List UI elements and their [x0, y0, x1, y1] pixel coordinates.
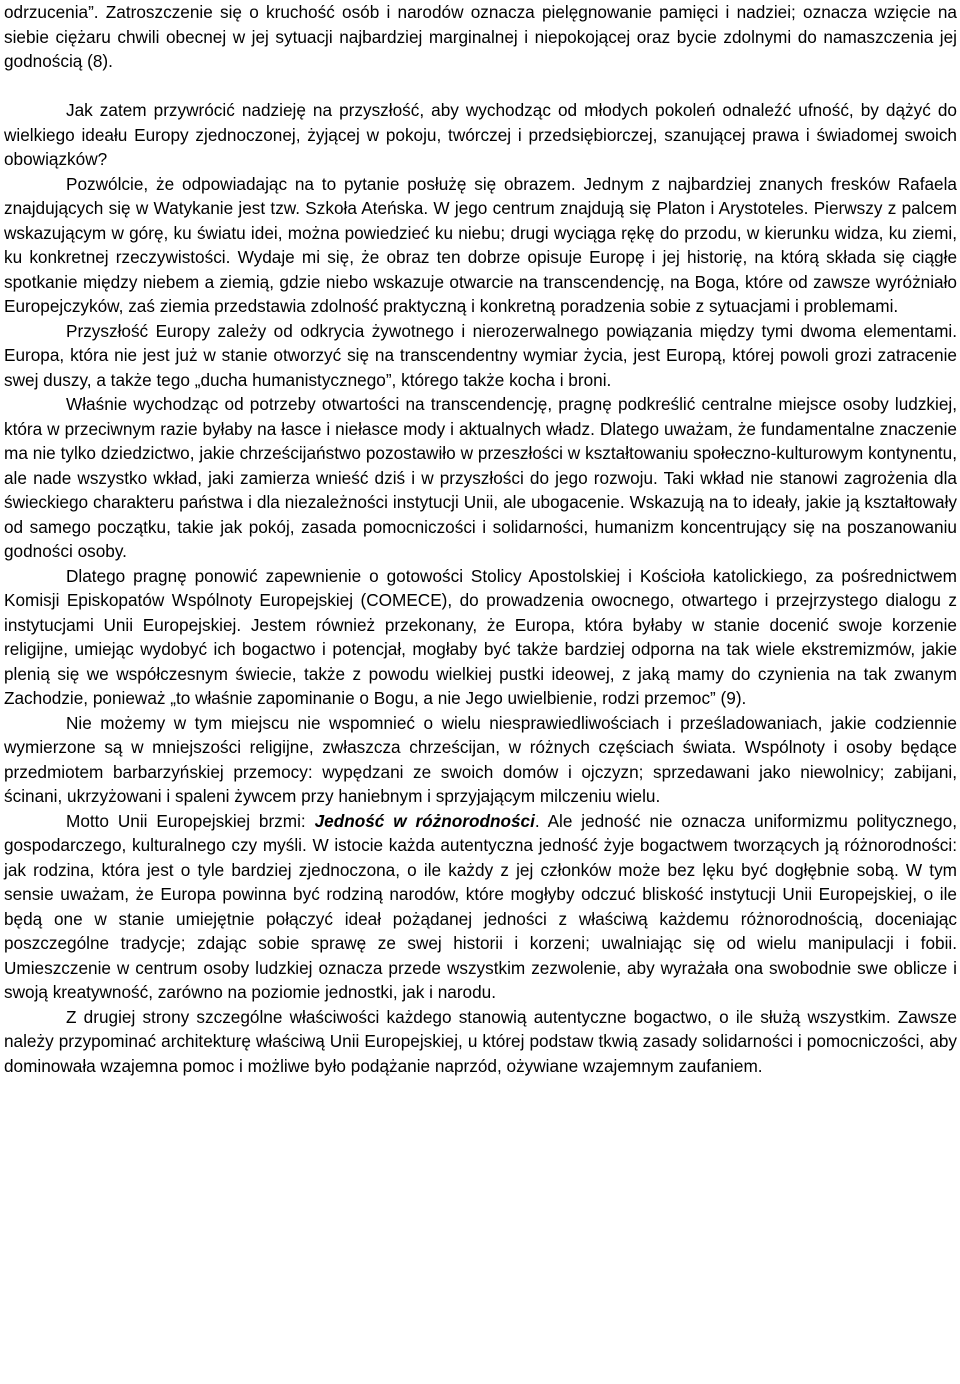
paragraph-future-of-europe: Przyszłość Europy zależy od odkrycia żywotnego i nierozerwalnego powiązania między tymi dwoma elementami. Europa, która nie jest już w stanie otworzyć się na transcendentny wymiar życia, jest Europą, której powoli grozi zatracenie swej duszy, a także tego „ducha humanistycznego”, którego także kocha i broni.	[4, 320, 957, 390]
paragraph-human-person: Właśnie wychodząc od potrzeby otwartości na transcendencję, pragnę podkreślić centralne miejsce osoby ludzkiej, która w przeciwnym razie byłaby na łasce i niełasce mody i aktualnych władz. Dlatego uważam, że fundamentalne znaczenie ma nie tylko dziedzictwo, jakie chrześcijaństwo pozostawiło w przeszłości w kształtowaniu społeczno-kulturowym kontynentu, ale nade wszystko wkład, jaki zamierza wnieść dziś i w przyszłości do jego rozwoju. Taki wkład nie stanowi zagrożenia dla świeckiego charakteru państwa i dla niezależności instytucji Unii, ale ubogacenie. Wskazują na to ideały, jakie ją kształtowały od samego początku, takie jak pokój, zasada pomocniczości i solidarności, humanizm koncentrujący się na poszanowaniu godności osoby.	[4, 394, 957, 561]
paragraph-school-of-athens: Pozwólcie, że odpowiadając na to pytanie posłużę się obrazem. Jednym z najbardziej znanych fresków Rafaela znajdujących się w Watykanie jest tzw. Szkoła Ateńska. W jego centrum znajdują się Platon i Arystoteles. Pierwszy z palcem wskazującym w górę, ku światu idei, można powiedzieć ku niebu; drugi wyciąga rękę do przodu, w kierunku widza, ku ziemi, ku konkretnej rzeczywistości. Wydaje mi się, że obraz ten dobrze opisuje Europę i jej historię, na którą składa się ciągłe spotkanie między niebem a ziemią, gdzie niebo wskazuje otwarcie na transcendencję, na Boga, które od zawsze wyróżniało Europejczyków, zaś ziemia przedstawia zdolność praktyczną i konkretną poradzenia sobie z sytuacjami i problemami.	[4, 173, 957, 316]
motto-intro: Motto Unii Europejskiej brzmi:	[66, 810, 315, 831]
paragraph-continuation: odrzucenia”. Zatroszczenie się o kruchość osób i narodów oznacza pielęgnowanie pamięci i nadziei; oznacza wzięcie na siebie ciężaru chwili obecnej w jej sytuacji najbardziej marginalnej i niepokojącej oraz bycie zdolnymi do namaszczenia jej godnością (8).	[4, 2, 957, 71]
paragraph-question: Jak zatem przywrócić nadzieję na przyszłość, aby wychodząc od młodych pokoleń odnaleźć ufność, by dążyć do wielkiego ideału Europy zjednoczonej, żyjącej w pokoju, twórczej i przedsiębiorczej, szanującej prawa i świadomej swoich obowiązków?	[4, 100, 957, 169]
paragraph-motto	[4, 809, 957, 1005]
paragraph-persecutions: Nie możemy w tym miejscu nie wspomnieć o wielu niesprawiedliwościach i prześladowaniach, jakie codziennie wymierzone są w mniejszości religijne, zwłaszcza chrześcijan, w różnych częściach świata. Wspólnoty i osoby będące przedmiotem barbarzyńskiej przemocy: wypędzani ze swoich domów i ojczyzn; sprzedawani jako niewolnicy; zabijani, ścinani, ukrzyżowani i spaleni żywcem przy haniebnym i sprzyjającym milczeniu wielu.	[4, 712, 957, 806]
paragraph-solidarity: Z drugiej strony szczególne właściwości każdego stanowią autentyczne bogactwo, o ile służą wszystkim. Zawsze należy przypominać architekturę właściwą Unii Europejskiej, u której podstaw tkwią zasady solidarności i pomocniczości, aby dominowała wzajemna pomoc i możliwe było podążanie naprzód, ożywiane wzajemnym zaufaniem.	[4, 1006, 957, 1076]
paragraph-dialogue: Dlatego pragnę ponowić zapewnienie o gotowości Stolicy Apostolskiej i Kościoła katolickiego, za pośrednictwem Komisji Episkopatów Wspólnoty Europejskiej (COMECE), do prowadzenia owocnego, otwartego i przejrzystego dialogu z instytucjami Unii Europejskiej. Jestem również przekonany, że Europa, która byłaby w stanie docenić swoje korzenie religijne, umiejąc wydobyć ich bogactwo i potencjał, mogłaby być także bardziej odporna na tak wiele ekstremizmów, jakie plenią się we współczesnym świecie, także z powodu wielkiej pustki ideowej, z jaką mamy do czynienia na tak zwanym Zachodzie, ponieważ „to właśnie zapominanie o Bogu, a nie Jego uwielbienie, rodzi przemoc” (9).	[4, 565, 957, 708]
motto-body: . Ale jedność nie oznacza uniformizmu politycznego, gospodarczego, kulturalnego czy myśli. W istocie każda autentyczna jedność żyje bogactwem tworzących ją różnorodności: jak rodzina, która jest o tyle bardziej zjednoczona, o ile każdy z jej członków może bez lęku być dogłębnie sobą. W tym sensie uważam, że Europa powinna być rodziną narodów, które mogłyby odczuć bliskość instytucji Unii Europejskiej, o ile będą one w stanie umiejętnie połączyć ideał pożądanej jedności z właściwą każdemu różnorodnością, doceniając poszczególne tradycje; zdając sobie sprawę ze swej historii i korzeni; uwalniając się od wielu manipulacji i fobii. Umieszczenie w centrum osoby ludzkiej oznacza przede wszystkim zezwolenie, aby wyrażała ona swobodnie swe oblicze i swoją kreatywność, zarówno na poziomie jednostki, jak i narodu.	[4, 810, 957, 1002]
eu-motto: Jedność w różnorodności	[314, 810, 535, 831]
